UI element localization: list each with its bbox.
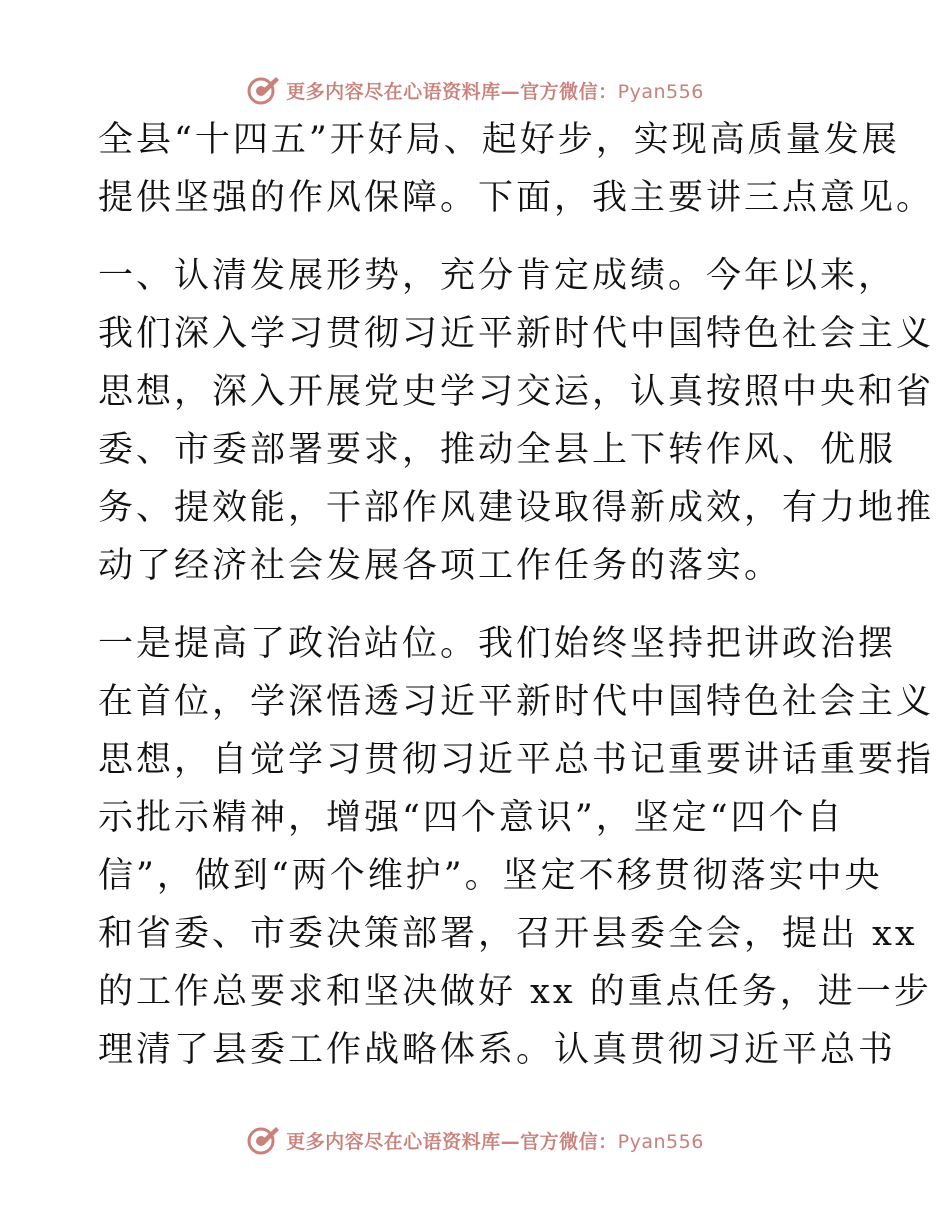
text-line: 思想，自觉学习贯彻习近平总书记重要讲话重要指 xyxy=(98,740,935,780)
text-line: 一是提高了政治站位。我们始终坚持把讲政治摆 xyxy=(98,624,897,664)
text-line: 一、认清发展形势，充分肯定成绩。今年以来， xyxy=(98,256,897,296)
text-line: 和省委、市委决策部署，召开县委全会，提出 xx xyxy=(98,914,918,954)
text-line: 全县“十四五”开好局、起好步，实现高质量发展 xyxy=(98,120,900,160)
text-line: 示批示精神，增强“四个意识”，坚定“四个自 xyxy=(98,798,845,838)
text-line: 在首位，学深悟透习近平新时代中国特色社会主义 xyxy=(98,682,935,722)
text-line: 的工作总要求和坚决做好 xx 的重点任务，进一步 xyxy=(98,972,932,1012)
text-line: 理清了县委工作战略体系。认真贯彻习近平总书 xyxy=(98,1030,897,1070)
text-line: 提供坚强的作风保障。下面，我主要讲三点意见。 xyxy=(98,178,935,218)
text-line: 思想，深入开展党史学习交运，认真按照中央和省 xyxy=(98,372,935,412)
watermark-text: 更多内容尽在心语资料库—官方微信：Pyan556 xyxy=(286,80,704,103)
text-line: 动了经济社会发展各项工作任务的落实。 xyxy=(98,546,783,586)
text-line: 我们深入学习贯彻习近平新时代中国特色社会主义 xyxy=(98,314,935,354)
text-line: 委、市委部署要求，推动全县上下转作风、优服 xyxy=(98,430,897,470)
header-watermark xyxy=(0,70,950,110)
pen-logo-icon xyxy=(246,73,280,107)
footer-watermark xyxy=(0,1120,950,1160)
watermark-account: Pyan556 xyxy=(617,80,704,103)
text-line: 务、提效能，干部作风建设取得新成效，有力地推 xyxy=(98,488,935,528)
watermark-account: Pyan556 xyxy=(617,1130,704,1153)
text-line: 信”，做到“两个维护”。坚定不移贯彻落实中央 xyxy=(98,856,883,896)
pen-logo-icon xyxy=(246,1123,280,1157)
watermark-text: 更多内容尽在心语资料库—官方微信：Pyan556 xyxy=(286,1130,704,1153)
